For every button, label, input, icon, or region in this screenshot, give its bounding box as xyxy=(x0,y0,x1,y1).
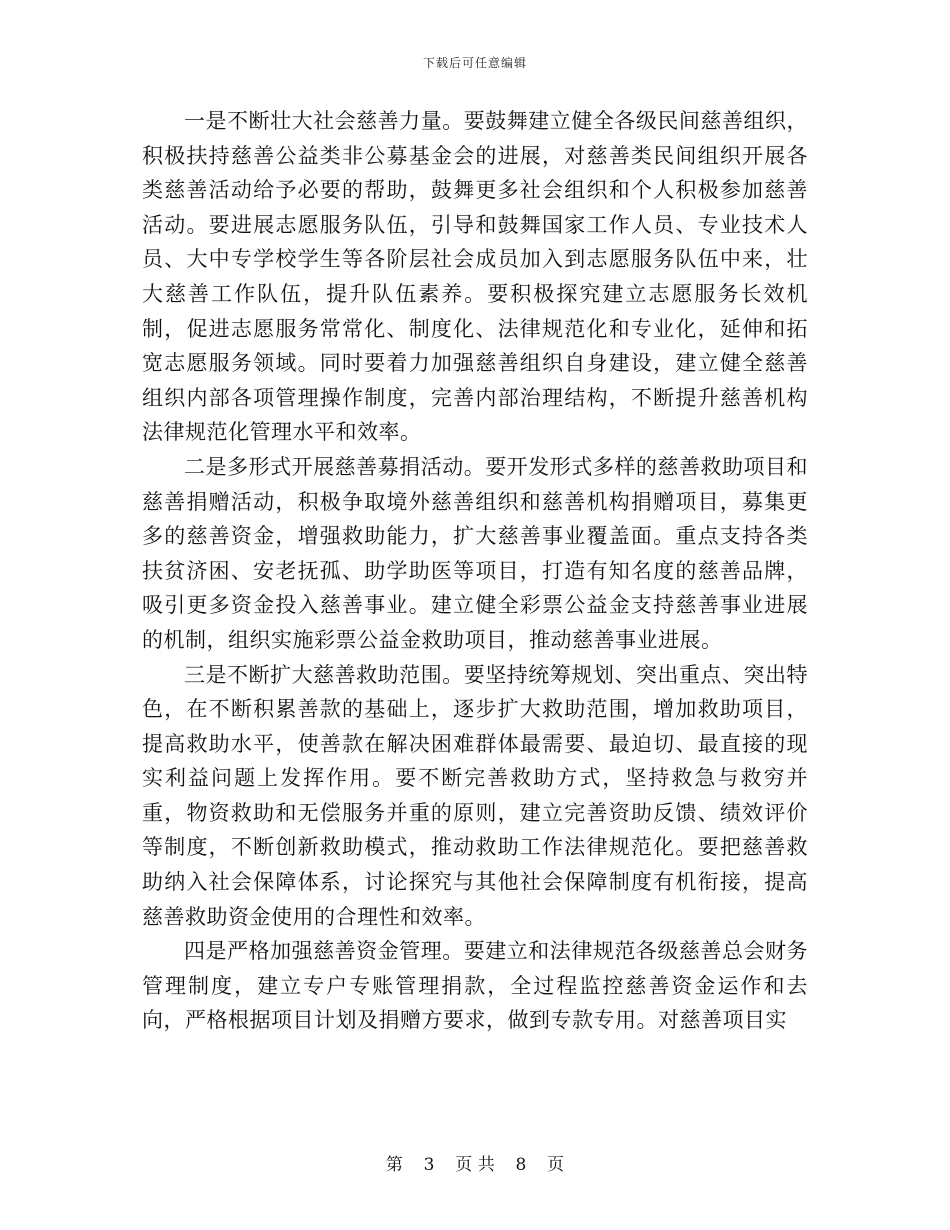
footer-suffix: 页 xyxy=(547,1155,565,1175)
paragraph-4: 四是严格加强慈善资金管理。要建立和法律规范各级慈善总会财务管理制度，建立专户专账管理捐款，全过程监控慈善资金运作和去向，严格根据项目计划及捐赠方要求，做到专款专用。对慈善项目实 xyxy=(142,939,808,1033)
document-body xyxy=(142,104,808,1038)
footer-middle: 页 共 xyxy=(455,1155,495,1175)
page-footer xyxy=(0,1150,950,1175)
paragraph-1: 一是不断壮大社会慈善力量。要鼓舞建立健全各级民间慈善组织，积极扶持慈善公益类非公募基金会的进展，对慈善类民间组织开展各类慈善活动给予必要的帮助，鼓舞更多社会组织和个人积极参加慈善活动。要进展志愿服务队伍，引导和鼓舞国家工作人员、专业技术人员、大中专学校学生等各阶层社会成员加入到志愿服务队伍中来，壮大慈善工作队伍，提升队伍素养。要积极探究建立志愿服务长效机制，促进志愿服务常常化、制度化、法律规范化和专业化，延伸和拓宽志愿服务领域。同时要着力加强慈善组织自身建设，建立健全慈善组织内部各项管理操作制度，完善内部治理结构，不断提升慈善机构法律规范化管理水平和效率。 xyxy=(142,109,808,445)
header-text: 下载后可任意编辑 xyxy=(422,56,527,70)
footer-current-page: 3 xyxy=(423,1155,435,1175)
page-header xyxy=(0,54,950,71)
paragraph-3: 三是不断扩大慈善救助范围。要坚持统筹规划、突出重点、突出特色，在不断积累善款的基础上，逐步扩大救助范围，增加救助项目，提高救助水平，使善款在解决困难群体最需要、最迫切、最直接的现实利益问题上发挥作用。要不断完善救助方式，坚持救急与救穷并重，物资救助和无偿服务并重的原则，建立完善资助反馈、绩效评价等制度，不断创新救助模式，推动救助工作法律规范化。要把慈善救助纳入社会保障体系，讨论探究与其他社会保障制度有机衔接，提高慈善救助资金使用的合理性和效率。 xyxy=(142,662,808,929)
paragraph-2: 二是多形式开展慈善募捐活动。要开发形式多样的慈善救助项目和慈善捐赠活动，积极争取境外慈善组织和慈善机构捐赠项目，募集更多的慈善资金，增强救助能力，扩大慈善事业覆盖面。重点支持各类扶贫济困、安老抚孤、助学助医等项目，打造有知名度的慈善品牌，吸引更多资金投入慈善事业。建立健全彩票公益金支持慈善事业进展的机制，组织实施彩票公益金救助项目，推动慈善事业进展。 xyxy=(142,454,808,652)
footer-prefix: 第 xyxy=(385,1155,403,1175)
footer-total-pages: 8 xyxy=(515,1155,527,1175)
